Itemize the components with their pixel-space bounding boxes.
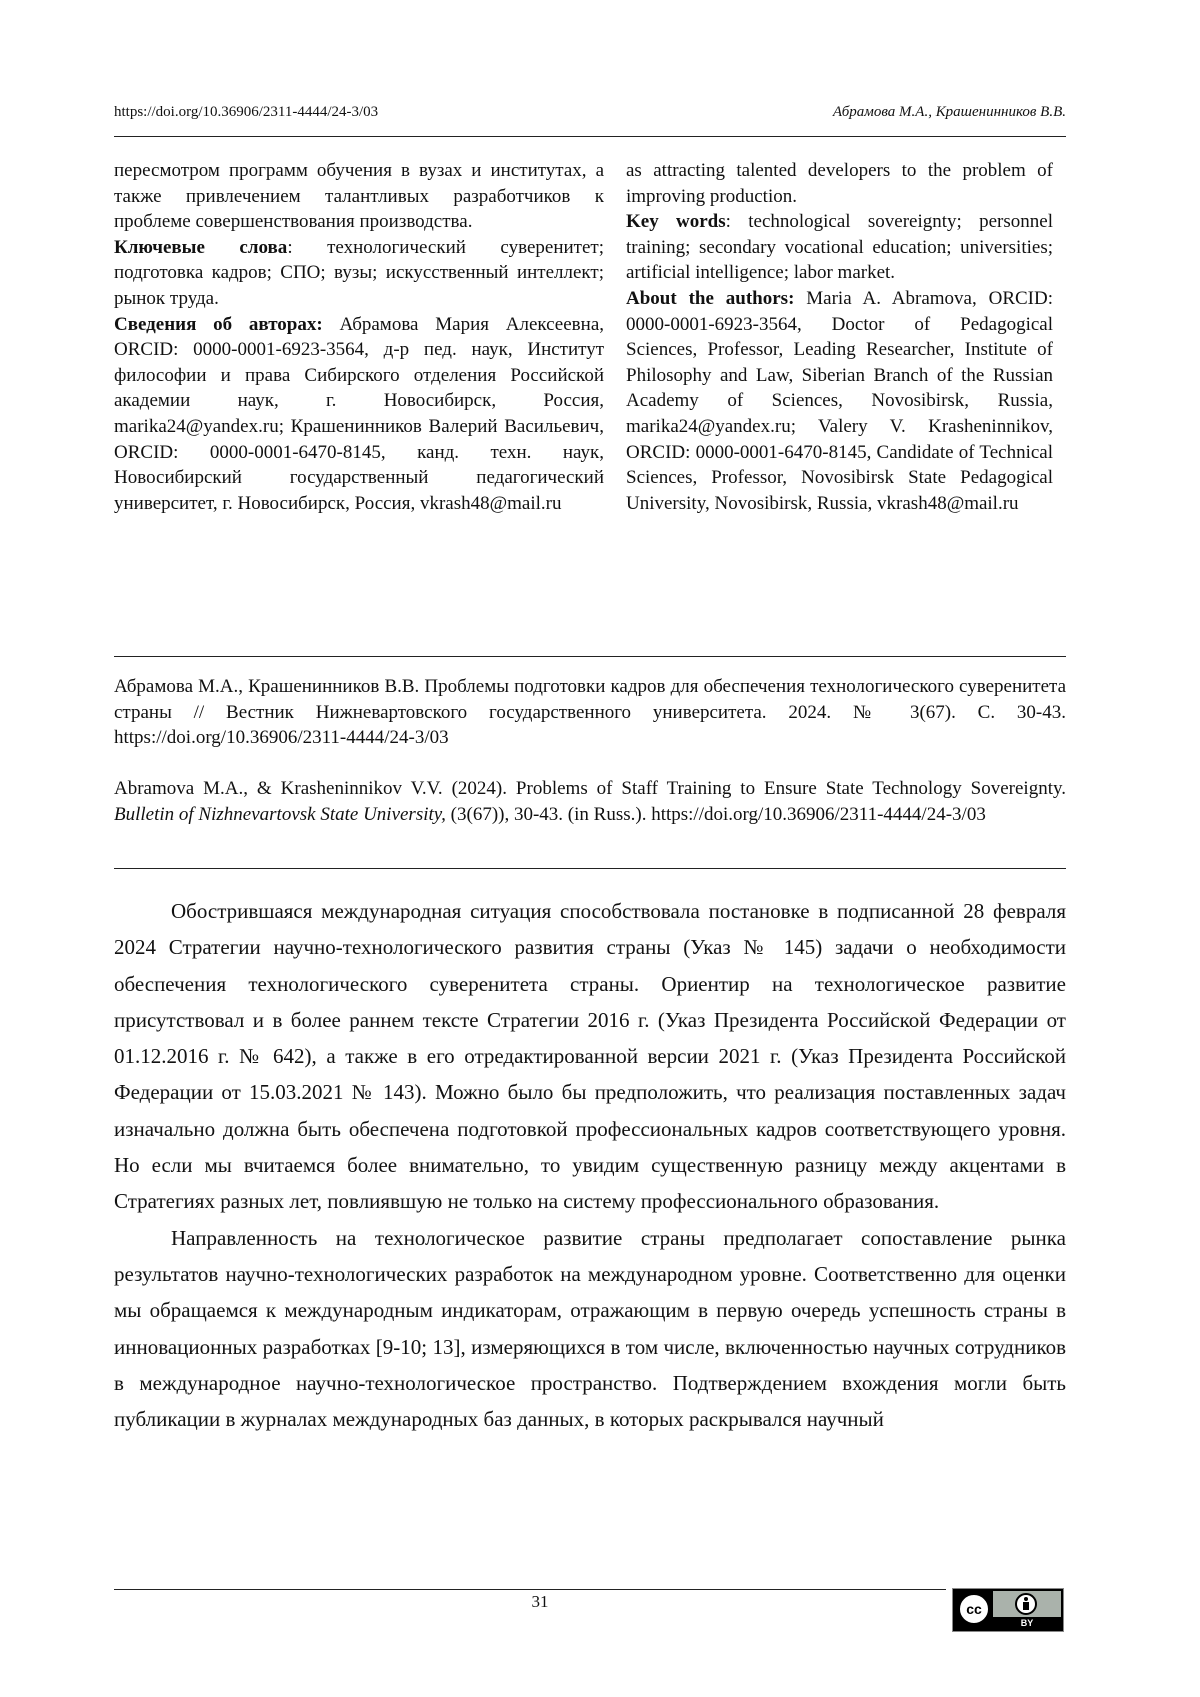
keywords-en-value: : technological sovereignty; personnel training; secondary vocational education; universities; artificial intelligence; labor market. xyxy=(626,211,1053,284)
abstract-en-text: as attracting talented developers to the problem of improving production. xyxy=(626,160,1053,207)
by-label: BY xyxy=(1020,1618,1034,1628)
keywords-en-label: Key words xyxy=(626,211,726,233)
body-paragraph: Обострившаяся международная ситуация способствовала постановке в подписанной 28 февраля 2024 Стратегии научно-технологического развития страны (Указ № 145) задачи о необходимости обеспечения технологического суверенитета страны. Ориентир на технологическое развитие присутствовал и в более раннем тексте Стратегии 2016 г. (Указ Президента Российской Федерации от 01.12.2016 г. № 642), а также в его отредактированной версии 2021 г. (Указ Президента Российской Федерации от 15.03.2021 № 143). Можно было бы предположить, что реализация поставленных задач изначально должна быть обеспечена подготовкой профессиональных кадров соответствующего уровня. Но если мы вчитаемся более внимательно, то увидим существенную разницу между акцентами в Стратегиях разных лет, повлиявшую не только на систему профессионального образования. xyxy=(114,899,1066,1214)
citation-en xyxy=(114,776,1066,827)
cc-by-icon xyxy=(952,1588,1064,1632)
authors-en xyxy=(626,286,1053,516)
authors-ru-label: Сведения об авторах: xyxy=(114,313,323,335)
citation-en-before: Abramova M.A., & Krasheninnikov V.V. (2024). Problems of Staff Training to Ensure State Technology Sovereignty. xyxy=(114,778,1066,799)
abstract-en-column xyxy=(626,158,1053,516)
page-header xyxy=(114,104,1066,130)
citation-en-journal: Bulletin of Nizhnevartovsk State University, xyxy=(114,803,446,825)
authors-ru-value: Абрамова Мария Алексеевна, ORCID: 0000-0001-6923-3564, д-р пед. наук, Институт философии и права Сибирского отделения Российской академии наук, г. Новосибирск, Россия, marika24@yandex.ru; Крашенинников Валерий Васильевич, ORCID: 0000-0001-6470-8145, канд. техн. наук, Новосибирский государственный педагогический университет, г. Новосибирск, Россия, vkrash48@mail.ru xyxy=(114,313,604,514)
keywords-ru-label: Ключевые слова xyxy=(114,236,288,258)
keywords-ru-value: : технологический суверенитет; подготовка кадров; СПО; вузы; искусственный интеллект; рынок труда. xyxy=(114,236,604,309)
body-paragraph: Направленность на технологическое развитие страны предполагает сопоставление рынка результатов научно-технологических разработок на международном уровне. Соответственно для оценки мы обращаемся к международным индикаторам, отражающим в первую очередь успешность страны в инновационных разработках [9-10; 13], измеряющихся в том числе, включенностью научных сотрудников в международное научно-технологическое пространство. Подтверждением вхождения могли быть публикации в журналах международных баз данных, в которых раскрывался научный xyxy=(114,1225,1066,1432)
authors-ru xyxy=(114,312,604,517)
citation-en-after: (3(67)), 30-43. (in Russ.). https://doi.org/10.36906/2311-4444/24-3/03 xyxy=(445,803,986,825)
authors-en-value: Maria A. Abramova, ORCID: 0000-0001-6923-3564, Doctor of Pedagogical Sciences, Professor, Leading Researcher, Institute of Philosophy and Law, Siberian Branch of the Russian Academy of Sciences, Novosibirsk, Russia, marika24@yandex.ru; Valery V. Krasheninnikov, ORCID: 0000-0001-6470-8145, Candidate of Technical Sciences, Professor, Novosibirsk State Pedagogical University, Novosibirsk, Russia, vkrash48@mail.ru xyxy=(626,287,1053,514)
body-text xyxy=(114,893,1066,1437)
footer-rule xyxy=(114,1589,946,1590)
keywords-en xyxy=(626,209,1053,286)
person-icon xyxy=(1015,1593,1037,1615)
header-doi: https://doi.org/10.36906/2311-4444/24-3/03 xyxy=(114,104,379,120)
keywords-ru xyxy=(114,235,604,312)
page-number: 31 xyxy=(531,1592,549,1611)
citation-top-rule xyxy=(114,656,1066,657)
cc-icon: cc xyxy=(957,1592,991,1626)
abstract-ru-text: пересмотром программ обучения в вузах и институтах, а также привлечением талантливых разработчиков к проблеме совершенствования производства. xyxy=(114,160,604,233)
authors-en-label: About the authors: xyxy=(626,287,795,309)
citation-ru: Абрамова М.А., Крашенинников В.В. Проблемы подготовки кадров для обеспечения технологического суверенитета страны // Вестник Нижневартовского государственного университета. 2024. № 3(67). С. 30-43. https://doi.org/10.36906/2311-4444/24-3/03 xyxy=(114,676,1066,749)
abstract-ru-column xyxy=(114,158,604,516)
header-rule xyxy=(114,136,1066,137)
header-authors: Абрамова М.А., Крашенинников В.В. xyxy=(832,104,1066,120)
citation-bottom-rule xyxy=(114,868,1066,869)
